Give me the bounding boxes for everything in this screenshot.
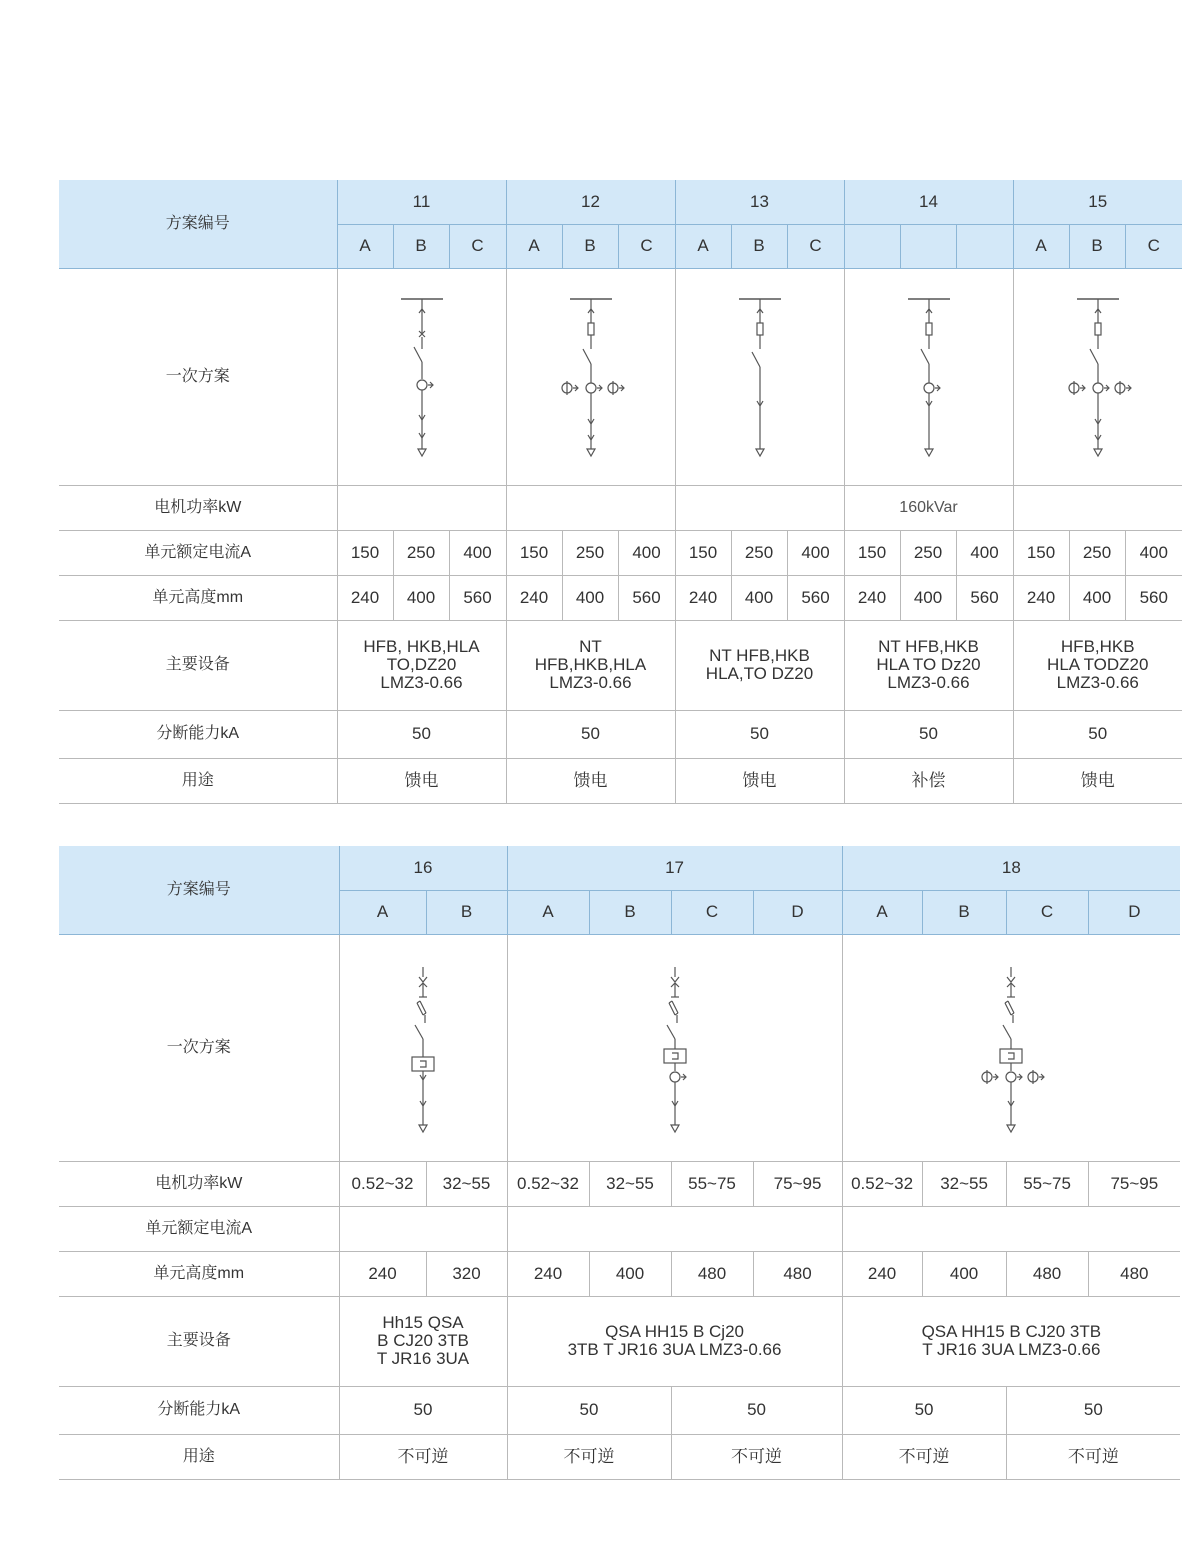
single-line-diagram-icon bbox=[551, 287, 631, 467]
power-cell: 55~75 bbox=[1006, 1161, 1088, 1206]
power-cell: 0.52~32 bbox=[339, 1161, 426, 1206]
sub-scheme: C bbox=[618, 224, 675, 268]
power-label: 电机功率kW bbox=[59, 485, 337, 530]
breaking-17cd: 50 bbox=[671, 1386, 842, 1434]
scheme-13: 13 bbox=[675, 180, 844, 224]
breaking-label: 分断能力kA bbox=[59, 1386, 339, 1434]
usage-15: 馈电 bbox=[1013, 758, 1182, 803]
height-cell: 400 bbox=[589, 1251, 671, 1296]
height-cell: 320 bbox=[426, 1251, 507, 1296]
sub-scheme: B bbox=[589, 890, 671, 934]
equipment-label: 主要设备 bbox=[59, 620, 337, 710]
usage-17ab: 不可逆 bbox=[507, 1434, 671, 1479]
breaking-12: 50 bbox=[506, 710, 675, 758]
sub-scheme: C bbox=[787, 224, 844, 268]
equipment-17: QSA HH15 B Cj20 3TB T JR16 3UA LMZ3-0.66 bbox=[507, 1296, 842, 1386]
height-cell: 560 bbox=[956, 575, 1013, 620]
equipment-15: HFB,HKB HLA TODZ20 LMZ3-0.66 bbox=[1013, 620, 1182, 710]
current-cell: 400 bbox=[956, 530, 1013, 575]
primary-label: 一次方案 bbox=[59, 268, 337, 485]
diagram-17 bbox=[507, 934, 842, 1161]
equipment-label: 主要设备 bbox=[59, 1296, 339, 1386]
current-17 bbox=[507, 1206, 842, 1251]
scheme-18: 18 bbox=[842, 846, 1180, 890]
height-cell: 400 bbox=[900, 575, 956, 620]
scheme-no-label: 方案编号 bbox=[59, 846, 339, 934]
power-cell: 75~95 bbox=[1088, 1161, 1180, 1206]
height-row bbox=[59, 575, 1182, 620]
height-cell: 240 bbox=[844, 575, 900, 620]
height-cell: 480 bbox=[753, 1251, 842, 1296]
height-cell: 400 bbox=[731, 575, 787, 620]
power-13 bbox=[675, 485, 844, 530]
height-cell: 400 bbox=[1069, 575, 1125, 620]
height-cell: 480 bbox=[671, 1251, 753, 1296]
current-cell: 150 bbox=[506, 530, 562, 575]
single-line-diagram-icon bbox=[899, 287, 959, 467]
current-cell: 150 bbox=[844, 530, 900, 575]
scheme-number-row bbox=[59, 180, 1182, 224]
height-cell: 560 bbox=[1125, 575, 1182, 620]
usage-18cd: 不可逆 bbox=[1006, 1434, 1180, 1479]
power-cell: 0.52~32 bbox=[507, 1161, 589, 1206]
power-11 bbox=[337, 485, 506, 530]
current-label: 单元额定电流A bbox=[59, 530, 337, 575]
current-cell: 400 bbox=[449, 530, 506, 575]
usage-row bbox=[59, 758, 1182, 803]
breaking-row bbox=[59, 710, 1182, 758]
breaking-13: 50 bbox=[675, 710, 844, 758]
power-row bbox=[59, 485, 1182, 530]
breaking-18cd: 50 bbox=[1006, 1386, 1180, 1434]
breaking-row bbox=[59, 1386, 1180, 1434]
primary-scheme-row bbox=[59, 268, 1182, 485]
current-cell: 400 bbox=[787, 530, 844, 575]
equipment-11: HFB, HKB,HLA TO,DZ20 LMZ3-0.66 bbox=[337, 620, 506, 710]
current-cell: 250 bbox=[1069, 530, 1125, 575]
current-18 bbox=[842, 1206, 1180, 1251]
usage-12: 馈电 bbox=[506, 758, 675, 803]
power-label: 电机功率kW bbox=[59, 1161, 339, 1206]
power-14: 160kVar bbox=[844, 485, 1013, 530]
usage-label: 用途 bbox=[59, 758, 337, 803]
diagram-12 bbox=[506, 268, 675, 485]
height-cell: 480 bbox=[1088, 1251, 1180, 1296]
height-cell: 240 bbox=[339, 1251, 426, 1296]
height-label: 单元高度mm bbox=[59, 1251, 339, 1296]
sub-scheme: D bbox=[753, 890, 842, 934]
current-cell: 150 bbox=[1013, 530, 1069, 575]
scheme-14: 14 bbox=[844, 180, 1013, 224]
breaking-label: 分断能力kA bbox=[59, 710, 337, 758]
equipment-18: QSA HH15 B CJ20 3TB T JR16 3UA LMZ3-0.66 bbox=[842, 1296, 1180, 1386]
height-cell: 400 bbox=[393, 575, 449, 620]
equipment-16: Hh15 QSA B CJ20 3TB T JR16 3UA bbox=[339, 1296, 507, 1386]
sub-scheme: A bbox=[337, 224, 393, 268]
diagram-14 bbox=[844, 268, 1013, 485]
scheme-table-16-18 bbox=[59, 846, 1180, 1480]
diagram-13 bbox=[675, 268, 844, 485]
height-label: 单元高度mm bbox=[59, 575, 337, 620]
power-cell: 32~55 bbox=[589, 1161, 671, 1206]
current-row bbox=[59, 530, 1182, 575]
sub-scheme: A bbox=[506, 224, 562, 268]
sub-scheme: A bbox=[507, 890, 589, 934]
current-cell: 250 bbox=[731, 530, 787, 575]
single-line-diagram-icon bbox=[393, 953, 453, 1143]
current-cell: 400 bbox=[1125, 530, 1182, 575]
sub-scheme: B bbox=[731, 224, 787, 268]
equipment-row bbox=[59, 1296, 1180, 1386]
sub-scheme: B bbox=[1069, 224, 1125, 268]
single-line-diagram-icon bbox=[1058, 287, 1138, 467]
sub-scheme: A bbox=[339, 890, 426, 934]
sub-scheme: B bbox=[393, 224, 449, 268]
breaking-17ab: 50 bbox=[507, 1386, 671, 1434]
breaking-18ab: 50 bbox=[842, 1386, 1006, 1434]
power-row bbox=[59, 1161, 1180, 1206]
primary-label: 一次方案 bbox=[59, 934, 339, 1161]
height-cell: 400 bbox=[922, 1251, 1006, 1296]
diagram-16 bbox=[339, 934, 507, 1161]
diagram-18 bbox=[842, 934, 1180, 1161]
sub-scheme: B bbox=[922, 890, 1006, 934]
sub-scheme: C bbox=[1006, 890, 1088, 934]
equipment-row bbox=[59, 620, 1182, 710]
power-cell: 0.52~32 bbox=[842, 1161, 922, 1206]
height-cell: 480 bbox=[1006, 1251, 1088, 1296]
usage-label: 用途 bbox=[59, 1434, 339, 1479]
current-16 bbox=[339, 1206, 507, 1251]
sub-scheme: B bbox=[562, 224, 618, 268]
height-cell: 400 bbox=[562, 575, 618, 620]
sub-scheme: D bbox=[1088, 890, 1180, 934]
equipment-14: NT HFB,HKB HLA TO Dz20 LMZ3-0.66 bbox=[844, 620, 1013, 710]
diagram-15 bbox=[1013, 268, 1182, 485]
sub-scheme: C bbox=[449, 224, 506, 268]
power-12 bbox=[506, 485, 675, 530]
sub-scheme: A bbox=[1013, 224, 1069, 268]
scheme-12: 12 bbox=[506, 180, 675, 224]
usage-11: 馈电 bbox=[337, 758, 506, 803]
current-cell: 400 bbox=[618, 530, 675, 575]
equipment-12: NT HFB,HKB,HLA LMZ3-0.66 bbox=[506, 620, 675, 710]
usage-16: 不可逆 bbox=[339, 1434, 507, 1479]
single-line-diagram-icon bbox=[645, 953, 705, 1143]
height-row bbox=[59, 1251, 1180, 1296]
diagram-11 bbox=[337, 268, 506, 485]
current-row bbox=[59, 1206, 1180, 1251]
usage-17cd: 不可逆 bbox=[671, 1434, 842, 1479]
usage-18ab: 不可逆 bbox=[842, 1434, 1006, 1479]
current-cell: 150 bbox=[675, 530, 731, 575]
breaking-15: 50 bbox=[1013, 710, 1182, 758]
height-cell: 240 bbox=[842, 1251, 922, 1296]
height-cell: 240 bbox=[507, 1251, 589, 1296]
sub-scheme bbox=[956, 224, 1013, 268]
scheme-number-row bbox=[59, 846, 1180, 890]
usage-row bbox=[59, 1434, 1180, 1479]
single-line-diagram-icon bbox=[730, 287, 790, 467]
single-line-diagram-icon bbox=[392, 287, 452, 467]
scheme-11: 11 bbox=[337, 180, 506, 224]
breaking-14: 50 bbox=[844, 710, 1013, 758]
power-15 bbox=[1013, 485, 1182, 530]
current-cell: 150 bbox=[337, 530, 393, 575]
scheme-no-label: 方案编号 bbox=[59, 180, 337, 268]
usage-14: 补偿 bbox=[844, 758, 1013, 803]
sub-scheme bbox=[844, 224, 900, 268]
scheme-table-11-15 bbox=[59, 180, 1182, 804]
scheme-15: 15 bbox=[1013, 180, 1182, 224]
primary-scheme-row bbox=[59, 934, 1180, 1161]
single-line-diagram-icon bbox=[971, 953, 1051, 1143]
equipment-13: NT HFB,HKB HLA,TO DZ20 bbox=[675, 620, 844, 710]
breaking-16: 50 bbox=[339, 1386, 507, 1434]
scheme-16: 16 bbox=[339, 846, 507, 890]
sub-scheme: A bbox=[675, 224, 731, 268]
height-cell: 560 bbox=[787, 575, 844, 620]
scheme-17: 17 bbox=[507, 846, 842, 890]
height-cell: 240 bbox=[675, 575, 731, 620]
current-label: 单元额定电流A bbox=[59, 1206, 339, 1251]
usage-13: 馈电 bbox=[675, 758, 844, 803]
sub-scheme: C bbox=[1125, 224, 1182, 268]
height-cell: 240 bbox=[506, 575, 562, 620]
height-cell: 560 bbox=[449, 575, 506, 620]
power-cell: 55~75 bbox=[671, 1161, 753, 1206]
power-cell: 75~95 bbox=[753, 1161, 842, 1206]
power-cell: 32~55 bbox=[922, 1161, 1006, 1206]
power-cell: 32~55 bbox=[426, 1161, 507, 1206]
sub-scheme: B bbox=[426, 890, 507, 934]
breaking-11: 50 bbox=[337, 710, 506, 758]
sub-scheme: A bbox=[842, 890, 922, 934]
current-cell: 250 bbox=[900, 530, 956, 575]
current-cell: 250 bbox=[393, 530, 449, 575]
sub-scheme: C bbox=[671, 890, 753, 934]
sub-scheme bbox=[900, 224, 956, 268]
height-cell: 240 bbox=[1013, 575, 1069, 620]
height-cell: 560 bbox=[618, 575, 675, 620]
height-cell: 240 bbox=[337, 575, 393, 620]
current-cell: 250 bbox=[562, 530, 618, 575]
